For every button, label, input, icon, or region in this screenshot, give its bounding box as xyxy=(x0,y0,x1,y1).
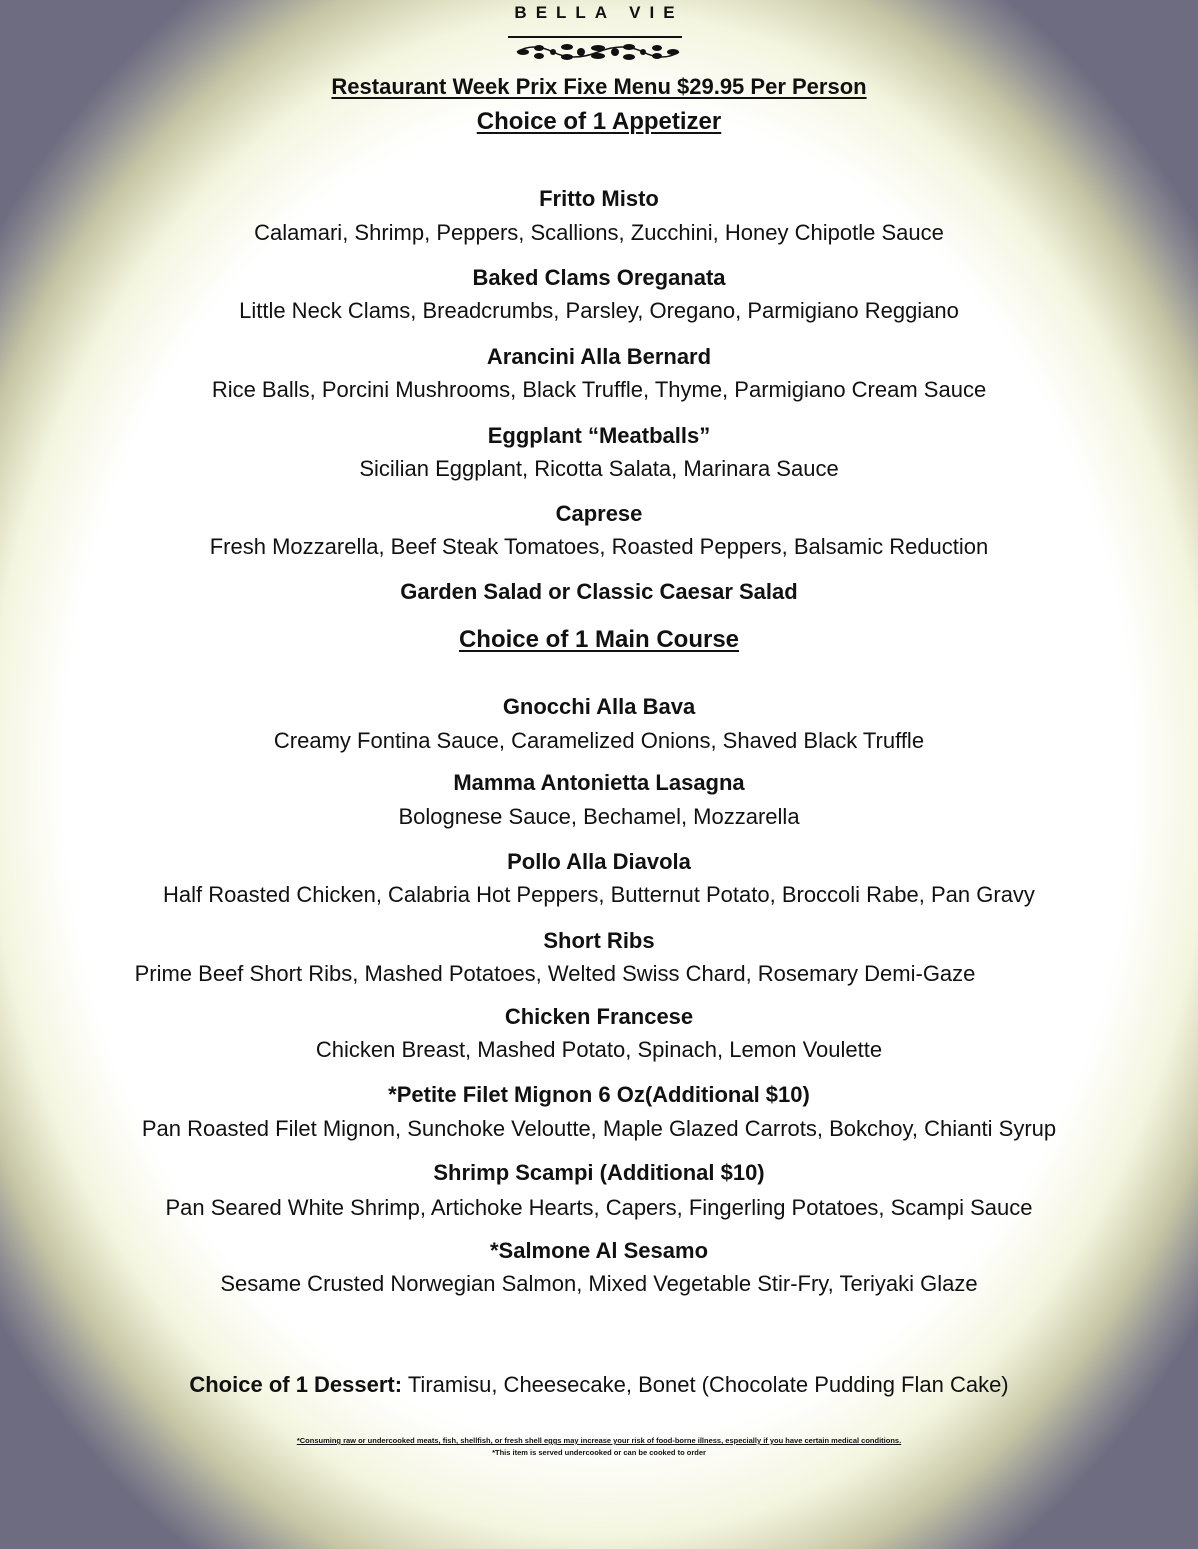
main-course-name: Gnocchi Alla Bava xyxy=(502,694,696,719)
main-course-description: Creamy Fontina Sauce, Caramelized Onions, Shaved Black Truffle xyxy=(273,728,925,753)
appetizer-name: Fritto Misto xyxy=(539,186,659,211)
main-course-name: Shrimp Scampi (Additional $10) xyxy=(433,1160,765,1185)
appetizer-heading: Choice of 1 Appetizer xyxy=(476,108,722,135)
main-course-description: Pan Seared White Shrimp, Artichoke Hearts, Capers, Fingerling Potatoes, Scampi Sauce xyxy=(165,1195,1033,1220)
main-course-description: Pan Roasted Filet Mignon, Sunchoke Veloutte, Maple Glazed Carrots, Bokchoy, Chianti Syrup xyxy=(141,1116,1057,1141)
appetizer-description: Sicilian Eggplant, Ricotta Salata, Marinara Sauce xyxy=(359,456,839,481)
dessert-items: Tiramisu, Cheesecake, Bonet (Chocolate Pudding Flan Cake) xyxy=(407,1372,1009,1397)
appetizer-name: Garden Salad or Classic Caesar Salad xyxy=(400,579,798,604)
appetizer-description: Little Neck Clams, Breadcrumbs, Parsley, Oregano, Parmigiano Reggiano xyxy=(239,298,959,323)
scroll-ornament-icon xyxy=(513,40,683,64)
dessert-label: Choice of 1 Dessert: xyxy=(189,1372,403,1397)
dessert-line xyxy=(0,1372,1198,1398)
appetizer-name: Eggplant “Meatballs” xyxy=(487,423,711,448)
main-course-name: Chicken Francese xyxy=(504,1004,694,1029)
food-safety-warning: *Consuming raw or undercooked meats, fish, shellfish, or fresh shell eggs may increase your risk of food-borne illness, especially if you have certain medical conditions. xyxy=(296,1436,902,1445)
appetizer-description: Calamari, Shrimp, Peppers, Scallions, Zucchini, Honey Chipotle Sauce xyxy=(254,220,944,245)
undercooked-note: *This item is served undercooked or can be cooked to order xyxy=(492,1448,706,1457)
main-course-description: Half Roasted Chicken, Calabria Hot Peppers, Butternut Potato, Broccoli Rabe, Pan Gravy xyxy=(163,882,1035,907)
appetizer-description: Rice Balls, Porcini Mushrooms, Black Truffle, Thyme, Parmigiano Cream Sauce xyxy=(211,377,987,402)
appetizer-name: Caprese xyxy=(555,501,643,526)
main-course-name: *Petite Filet Mignon 6 Oz(Additional $10) xyxy=(388,1082,810,1107)
main-course-description: Chicken Breast, Mashed Potato, Spinach, Lemon Voulette xyxy=(315,1037,883,1062)
main-course-name: Short Ribs xyxy=(543,928,655,953)
main-course-heading: Choice of 1 Main Course xyxy=(458,626,740,653)
appetizer-name: Baked Clams Oreganata xyxy=(472,265,726,290)
menu-title: Restaurant Week Prix Fixe Menu $29.95 Per Person xyxy=(331,74,867,99)
main-course-description: Prime Beef Short Ribs, Mashed Potatoes, Welted Swiss Chard, Rosemary Demi-Gaze xyxy=(134,961,976,986)
appetizer-name: Arancini Alla Bernard xyxy=(486,344,712,369)
main-course-name: Pollo Alla Diavola xyxy=(507,849,691,874)
brand-divider xyxy=(508,36,682,38)
brand-name: BELLA VIE xyxy=(514,6,684,20)
main-course-name: *Salmone Al Sesamo xyxy=(489,1238,709,1263)
main-course-name: Mamma Antonietta Lasagna xyxy=(453,770,745,795)
main-course-description: Bolognese Sauce, Bechamel, Mozzarella xyxy=(398,804,800,829)
main-course-description: Sesame Crusted Norwegian Salmon, Mixed Vegetable Stir-Fry, Teriyaki Glaze xyxy=(220,1271,978,1296)
appetizer-description: Fresh Mozzarella, Beef Steak Tomatoes, Roasted Peppers, Balsamic Reduction xyxy=(209,534,989,559)
